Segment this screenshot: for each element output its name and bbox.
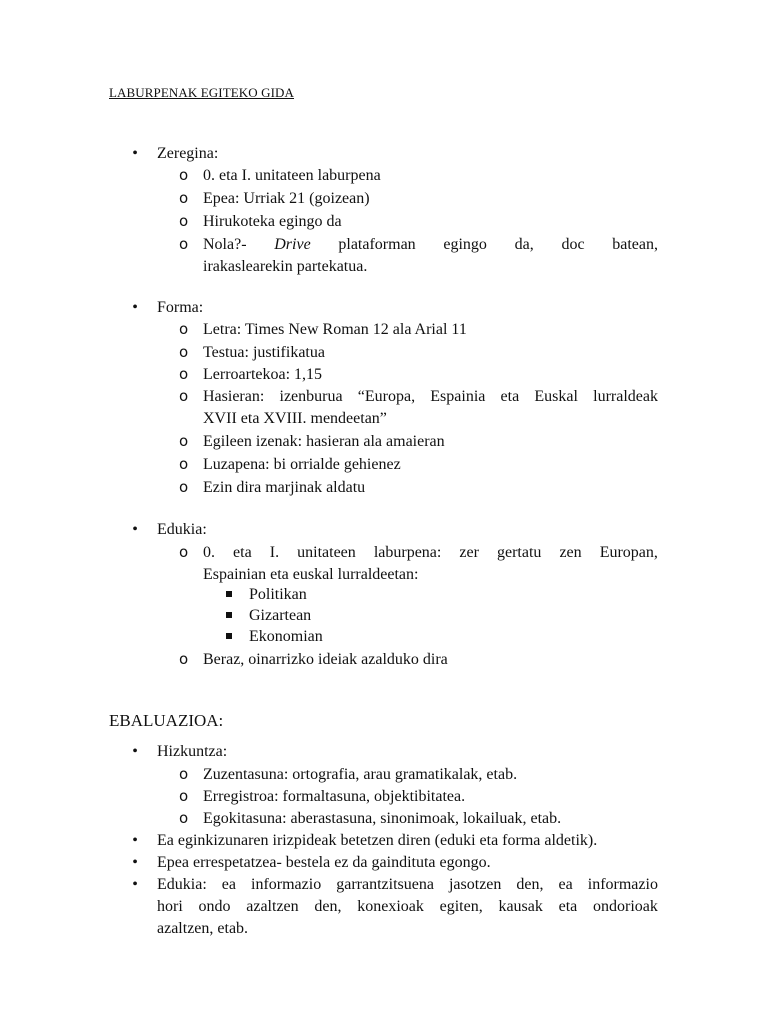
list-item-label: Zeregina: xyxy=(157,145,219,162)
bullet-icon: • xyxy=(132,854,138,871)
drive-emphasis: Drive xyxy=(274,236,311,253)
circle-bullet-icon: o xyxy=(179,320,189,338)
section-heading: EBALUAZIOA: xyxy=(109,711,224,730)
circle-bullet-icon: o xyxy=(179,765,189,783)
circle-bullet-icon: o xyxy=(179,166,189,184)
list-item-label: Edukia: xyxy=(157,521,207,538)
circle-bullet-icon: o xyxy=(179,235,189,253)
circle-bullet-icon: o xyxy=(179,387,189,405)
document-page: LABURPENAK EGITEKO GIDA • Zeregina: o 0. eta I. unitateen laburpena o Epea: Urriak 21 (goizean) o Hirukoteka egingo da o Nola?- Drive plataforman egingo da, doc batean, irakaslearekin partekatua. • Forma: o Letra: Times New Roman 12 ala Arial 11 o Testua: justifikatua o Lerroartekoa: 1,15 o Hasieran: izenburua “Europa, Espainia eta Euskal lurraldeak XVII eta XVIII. mendeetan” o Egileen izenak: hasieran ala amaieran o Luzapena: bi orrialde gehienez o Ezin dira marjinak aldatu • Edukia: o 0. eta I. unitateen laburpena: zer gertatu zen Europan, Espainian eta euskal lurraldeetan: Politikan Gizartean Ekonomian o Beraz, oinarrizko ideiak azalduko dira EBALUAZIOA: • Hizkuntza: o Zuzentasuna: ortografia, arau gramatikalak, etab. o Erregistroa: formaltasuna, objektibitatea. o Egokitasuna: aberastasuna, sinonimoak, lokailuak, etab. • Ea eginkizunaren irizpideak betetzen diren (eduki eta forma aldetik). • Epea errespetatzea- bestela ez da gaindituta egongo. • Edukia: ea informazio garrantzitsuena jasotzen den, ea informazio hori ondo azaltzen den, konexioak egiten, kausak eta ondorioak azaltzen, etab. xyxy=(109,85,658,937)
circle-bullet-icon: o xyxy=(179,478,189,496)
bullet-icon: • xyxy=(132,743,138,760)
document-title: LABURPENAK EGITEKO GIDA xyxy=(109,85,295,100)
circle-bullet-icon: o xyxy=(179,189,189,207)
bullet-icon: • xyxy=(132,521,138,538)
circle-bullet-icon: o xyxy=(179,343,189,361)
bullet-icon: • xyxy=(132,876,138,893)
circle-bullet-icon: o xyxy=(179,809,189,827)
circle-bullet-icon: o xyxy=(179,650,189,668)
circle-bullet-icon: o xyxy=(179,432,189,450)
circle-bullet-icon: o xyxy=(179,365,189,383)
bullet-icon: • xyxy=(132,832,138,849)
justified-line: Nola?- Drive plataforman egingo da, doc batean, xyxy=(203,234,658,256)
circle-bullet-icon: o xyxy=(179,455,189,473)
square-bullet-icon xyxy=(226,591,232,597)
list-item-label: Hizkuntza: xyxy=(157,743,228,760)
circle-bullet-icon: o xyxy=(179,543,189,561)
list-item-label: Forma: xyxy=(157,299,204,316)
bullet-icon: • xyxy=(132,145,138,162)
bullet-icon: • xyxy=(132,299,138,316)
square-bullet-icon xyxy=(226,633,232,639)
circle-bullet-icon: o xyxy=(179,787,189,805)
circle-bullet-icon: o xyxy=(179,212,189,230)
square-bullet-icon xyxy=(226,612,232,618)
